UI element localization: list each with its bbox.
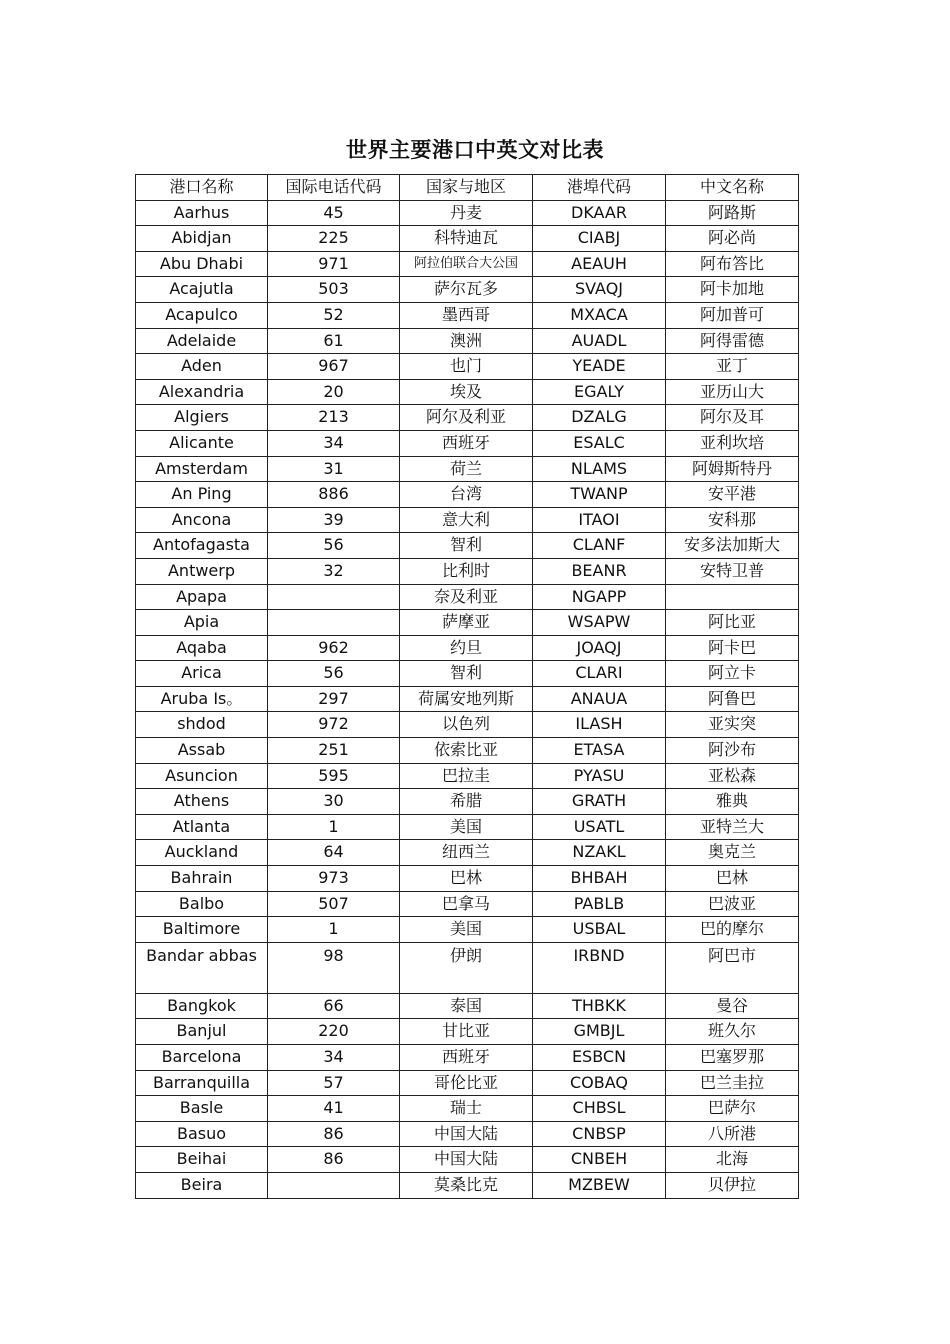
table-row	[136, 1172, 799, 1198]
chinese-name-cell: 阿得雷德	[666, 328, 799, 354]
port-code-cell: THBKK	[533, 993, 666, 1019]
port-code-cell: COBAQ	[533, 1070, 666, 1096]
port-code-cell: CNBEH	[533, 1147, 666, 1173]
dial-code-cell: 251	[268, 738, 400, 764]
port-name-cell: Bangkok	[136, 993, 268, 1019]
port-name-cell: Asuncion	[136, 763, 268, 789]
dial-code-cell: 971	[268, 251, 400, 277]
table-row	[136, 866, 799, 892]
port-name-cell: Athens	[136, 789, 268, 815]
port-name-cell: Auckland	[136, 840, 268, 866]
port-name-cell: Basle	[136, 1096, 268, 1122]
port-code-cell: AUADL	[533, 328, 666, 354]
country-cell: 美国	[400, 814, 533, 840]
chinese-name-cell: 亚丁	[666, 354, 799, 380]
dial-code-cell	[268, 1172, 400, 1198]
port-name-cell: Aruba Is。	[136, 686, 268, 712]
port-code-cell: CLANF	[533, 533, 666, 559]
country-cell: 澳洲	[400, 328, 533, 354]
port-name-cell: Banjul	[136, 1019, 268, 1045]
table-row	[136, 584, 799, 610]
country-cell: 巴拉圭	[400, 763, 533, 789]
port-name-cell: Aqaba	[136, 635, 268, 661]
port-name-cell: Apia	[136, 610, 268, 636]
chinese-name-cell: 巴兰圭拉	[666, 1070, 799, 1096]
port-name-cell: Arica	[136, 661, 268, 687]
table-row	[136, 482, 799, 508]
port-code-cell: DKAAR	[533, 200, 666, 226]
port-code-cell: ETASA	[533, 738, 666, 764]
header-country: 国家与地区	[400, 175, 533, 201]
port-name-cell: Abidjan	[136, 226, 268, 252]
country-cell: 西班牙	[400, 430, 533, 456]
port-name-cell: Bandar abbas	[136, 942, 268, 993]
port-code-cell: ESBCN	[533, 1045, 666, 1071]
table-row	[136, 686, 799, 712]
port-code-cell: GMBJL	[533, 1019, 666, 1045]
chinese-name-cell	[666, 584, 799, 610]
port-code-cell: YEADE	[533, 354, 666, 380]
country-cell: 以色列	[400, 712, 533, 738]
chinese-name-cell: 阿必尚	[666, 226, 799, 252]
table-row	[136, 456, 799, 482]
port-code-cell: CHBSL	[533, 1096, 666, 1122]
dial-code-cell: 1	[268, 917, 400, 943]
dial-code-cell: 61	[268, 328, 400, 354]
dial-code-cell: 20	[268, 379, 400, 405]
port-name-cell: Assab	[136, 738, 268, 764]
port-code-cell: PYASU	[533, 763, 666, 789]
port-name-cell: Ancona	[136, 507, 268, 533]
header-port-code: 港埠代码	[533, 175, 666, 201]
country-cell: 墨西哥	[400, 302, 533, 328]
chinese-name-cell: 北海	[666, 1147, 799, 1173]
country-cell: 甘比亚	[400, 1019, 533, 1045]
dial-code-cell: 503	[268, 277, 400, 303]
dial-code-cell: 86	[268, 1121, 400, 1147]
country-cell: 巴拿马	[400, 891, 533, 917]
port-name-cell: An Ping	[136, 482, 268, 508]
chinese-name-cell: 亚松森	[666, 763, 799, 789]
country-cell: 阿拉伯联合大公国	[400, 251, 533, 277]
port-name-cell: Barcelona	[136, 1045, 268, 1071]
dial-code-cell: 972	[268, 712, 400, 738]
country-cell: 瑞士	[400, 1096, 533, 1122]
port-code-cell: USBAL	[533, 917, 666, 943]
table-row	[136, 635, 799, 661]
port-code-cell: ITAOI	[533, 507, 666, 533]
country-cell: 智利	[400, 533, 533, 559]
country-cell: 智利	[400, 661, 533, 687]
table-row	[136, 354, 799, 380]
port-code-cell: NGAPP	[533, 584, 666, 610]
chinese-name-cell: 阿卡加地	[666, 277, 799, 303]
table-row	[136, 942, 799, 993]
header-port-name: 港口名称	[136, 175, 268, 201]
country-cell: 约旦	[400, 635, 533, 661]
port-code-cell: MZBEW	[533, 1172, 666, 1198]
country-cell: 中国大陆	[400, 1121, 533, 1147]
port-code-cell: CIABJ	[533, 226, 666, 252]
port-code-cell: ILASH	[533, 712, 666, 738]
port-code-cell: BEANR	[533, 558, 666, 584]
chinese-name-cell: 巴的摩尔	[666, 917, 799, 943]
port-name-cell: Acapulco	[136, 302, 268, 328]
chinese-name-cell: 阿鲁巴	[666, 686, 799, 712]
port-code-cell: DZALG	[533, 405, 666, 431]
country-cell: 萨摩亚	[400, 610, 533, 636]
dial-code-cell: 213	[268, 405, 400, 431]
country-cell: 依索比亚	[400, 738, 533, 764]
table-row	[136, 507, 799, 533]
country-cell: 希腊	[400, 789, 533, 815]
table-row	[136, 789, 799, 815]
port-name-cell: Baltimore	[136, 917, 268, 943]
chinese-name-cell: 曼谷	[666, 993, 799, 1019]
country-cell: 哥伦比亚	[400, 1070, 533, 1096]
dial-code-cell: 41	[268, 1096, 400, 1122]
port-name-cell: Amsterdam	[136, 456, 268, 482]
country-cell: 埃及	[400, 379, 533, 405]
port-name-cell: Apapa	[136, 584, 268, 610]
port-name-cell: Barranquilla	[136, 1070, 268, 1096]
table-row	[136, 814, 799, 840]
country-cell: 意大利	[400, 507, 533, 533]
chinese-name-cell: 贝伊拉	[666, 1172, 799, 1198]
port-name-cell: Algiers	[136, 405, 268, 431]
table-row	[136, 533, 799, 559]
port-name-cell: Basuo	[136, 1121, 268, 1147]
table-row	[136, 1045, 799, 1071]
port-code-cell: NLAMS	[533, 456, 666, 482]
chinese-name-cell: 安科那	[666, 507, 799, 533]
dial-code-cell: 967	[268, 354, 400, 380]
dial-code-cell: 56	[268, 533, 400, 559]
country-cell: 科特迪瓦	[400, 226, 533, 252]
port-name-cell: Antofagasta	[136, 533, 268, 559]
table-row	[136, 712, 799, 738]
table-row	[136, 1147, 799, 1173]
country-cell: 萨尔瓦多	[400, 277, 533, 303]
chinese-name-cell: 巴萨尔	[666, 1096, 799, 1122]
chinese-name-cell: 亚利坎培	[666, 430, 799, 456]
table-row	[136, 558, 799, 584]
table-row	[136, 763, 799, 789]
chinese-name-cell: 阿姆斯特丹	[666, 456, 799, 482]
table-row	[136, 200, 799, 226]
chinese-name-cell: 阿路斯	[666, 200, 799, 226]
dial-code-cell: 32	[268, 558, 400, 584]
table-body	[136, 200, 799, 1198]
country-cell: 泰国	[400, 993, 533, 1019]
chinese-name-cell: 安多法加斯大	[666, 533, 799, 559]
dial-code-cell: 39	[268, 507, 400, 533]
table-row	[136, 1070, 799, 1096]
chinese-name-cell: 班久尔	[666, 1019, 799, 1045]
dial-code-cell: 56	[268, 661, 400, 687]
table-row	[136, 277, 799, 303]
port-code-cell: GRATH	[533, 789, 666, 815]
chinese-name-cell: 巴塞罗那	[666, 1045, 799, 1071]
dial-code-cell: 34	[268, 430, 400, 456]
chinese-name-cell: 阿沙布	[666, 738, 799, 764]
country-cell: 荷兰	[400, 456, 533, 482]
port-name-cell: Alexandria	[136, 379, 268, 405]
port-name-cell: Balbo	[136, 891, 268, 917]
port-name-cell: Atlanta	[136, 814, 268, 840]
country-cell: 台湾	[400, 482, 533, 508]
port-table	[135, 174, 799, 1199]
country-cell: 阿尔及利亚	[400, 405, 533, 431]
dial-code-cell	[268, 584, 400, 610]
port-code-cell: CLARI	[533, 661, 666, 687]
chinese-name-cell: 阿尔及耳	[666, 405, 799, 431]
chinese-name-cell: 奥克兰	[666, 840, 799, 866]
port-name-cell: Beira	[136, 1172, 268, 1198]
country-cell: 巴林	[400, 866, 533, 892]
port-name-cell: shdod	[136, 712, 268, 738]
dial-code-cell: 1	[268, 814, 400, 840]
dial-code-cell: 34	[268, 1045, 400, 1071]
port-code-cell: TWANP	[533, 482, 666, 508]
chinese-name-cell: 阿加普可	[666, 302, 799, 328]
country-cell: 莫桑比克	[400, 1172, 533, 1198]
table-row	[136, 993, 799, 1019]
dial-code-cell: 595	[268, 763, 400, 789]
chinese-name-cell: 亚实突	[666, 712, 799, 738]
port-name-cell: Abu Dhabi	[136, 251, 268, 277]
page-title: 世界主要港口中英文对比表	[346, 138, 604, 162]
chinese-name-cell: 阿卡巴	[666, 635, 799, 661]
table-row	[136, 226, 799, 252]
dial-code-cell: 57	[268, 1070, 400, 1096]
port-code-cell: WSAPW	[533, 610, 666, 636]
port-code-cell: JOAQJ	[533, 635, 666, 661]
dial-code-cell: 66	[268, 993, 400, 1019]
dial-code-cell: 507	[268, 891, 400, 917]
dial-code-cell: 962	[268, 635, 400, 661]
dial-code-cell: 31	[268, 456, 400, 482]
port-name-cell: Adelaide	[136, 328, 268, 354]
chinese-name-cell: 阿比亚	[666, 610, 799, 636]
chinese-name-cell: 巴波亚	[666, 891, 799, 917]
chinese-name-cell: 阿布答比	[666, 251, 799, 277]
country-cell: 比利时	[400, 558, 533, 584]
dial-code-cell: 297	[268, 686, 400, 712]
dial-code-cell: 886	[268, 482, 400, 508]
chinese-name-cell: 阿巴市	[666, 942, 799, 993]
table-row	[136, 302, 799, 328]
port-name-cell: Aarhus	[136, 200, 268, 226]
table-row	[136, 1096, 799, 1122]
table-row	[136, 405, 799, 431]
table-row	[136, 1019, 799, 1045]
country-cell: 西班牙	[400, 1045, 533, 1071]
port-code-cell: PABLB	[533, 891, 666, 917]
dial-code-cell: 98	[268, 942, 400, 993]
port-code-cell: ANAUA	[533, 686, 666, 712]
table-row	[136, 1121, 799, 1147]
header-dial-code: 国际电话代码	[268, 175, 400, 201]
dial-code-cell: 52	[268, 302, 400, 328]
chinese-name-cell: 亚历山大	[666, 379, 799, 405]
table-row	[136, 840, 799, 866]
table-row	[136, 661, 799, 687]
port-name-cell: Acajutla	[136, 277, 268, 303]
port-name-cell: Bahrain	[136, 866, 268, 892]
port-code-cell: USATL	[533, 814, 666, 840]
chinese-name-cell: 安特卫普	[666, 558, 799, 584]
port-code-cell: SVAQJ	[533, 277, 666, 303]
port-code-cell: AEAUH	[533, 251, 666, 277]
country-cell: 纽西兰	[400, 840, 533, 866]
port-code-cell: ESALC	[533, 430, 666, 456]
port-code-cell: NZAKL	[533, 840, 666, 866]
dial-code-cell: 45	[268, 200, 400, 226]
dial-code-cell: 64	[268, 840, 400, 866]
header-chinese-name: 中文名称	[666, 175, 799, 201]
table-row	[136, 328, 799, 354]
dial-code-cell: 30	[268, 789, 400, 815]
country-cell: 中国大陆	[400, 1147, 533, 1173]
country-cell: 美国	[400, 917, 533, 943]
country-cell: 丹麦	[400, 200, 533, 226]
port-code-cell: IRBND	[533, 942, 666, 993]
chinese-name-cell: 雅典	[666, 789, 799, 815]
port-code-cell: BHBAH	[533, 866, 666, 892]
table-row	[136, 891, 799, 917]
chinese-name-cell: 八所港	[666, 1121, 799, 1147]
dial-code-cell: 973	[268, 866, 400, 892]
country-cell: 奈及利亚	[400, 584, 533, 610]
table-row	[136, 379, 799, 405]
port-name-cell: Beihai	[136, 1147, 268, 1173]
country-cell: 也门	[400, 354, 533, 380]
dial-code-cell: 86	[268, 1147, 400, 1173]
port-name-cell: Aden	[136, 354, 268, 380]
port-name-cell: Alicante	[136, 430, 268, 456]
chinese-name-cell: 亚特兰大	[666, 814, 799, 840]
dial-code-cell: 225	[268, 226, 400, 252]
chinese-name-cell: 阿立卡	[666, 661, 799, 687]
table-header-row	[136, 175, 799, 201]
port-code-cell: MXACA	[533, 302, 666, 328]
table-row	[136, 738, 799, 764]
table-row	[136, 610, 799, 636]
table-row	[136, 917, 799, 943]
chinese-name-cell: 安平港	[666, 482, 799, 508]
table-row	[136, 430, 799, 456]
chinese-name-cell: 巴林	[666, 866, 799, 892]
port-code-cell: CNBSP	[533, 1121, 666, 1147]
dial-code-cell	[268, 610, 400, 636]
table-row	[136, 251, 799, 277]
country-cell: 荷属安地列斯	[400, 686, 533, 712]
country-cell: 伊朗	[400, 942, 533, 993]
dial-code-cell: 220	[268, 1019, 400, 1045]
port-name-cell: Antwerp	[136, 558, 268, 584]
port-code-cell: EGALY	[533, 379, 666, 405]
